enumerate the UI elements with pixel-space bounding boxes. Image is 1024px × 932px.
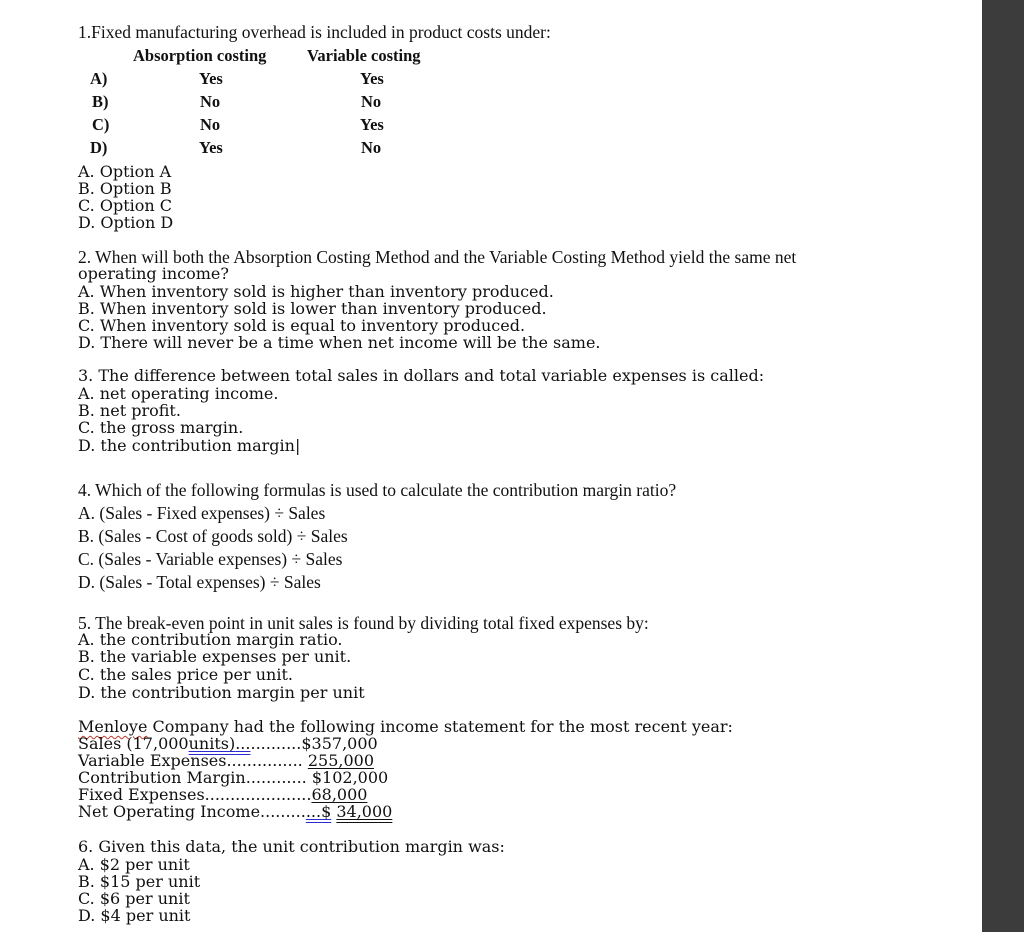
q1-row-label: D) — [90, 138, 108, 157]
sales-value: $357,000 — [301, 734, 378, 753]
q4-option: C. (Sales - Variable expenses) ÷ Sales — [78, 549, 343, 569]
sales-units: units) — [188, 734, 236, 753]
q2-option: C. When inventory sold is equal to inventory produced. — [78, 316, 526, 335]
sales-dots: .......... — [250, 734, 302, 753]
net-dollar: $ — [321, 802, 332, 821]
q1-row-absorption: No — [200, 115, 221, 134]
q6-option: B. $15 per unit — [78, 872, 201, 891]
q1-row-variable: Yes — [360, 115, 384, 134]
q2-option: B. When inventory sold is lower than inventory produced. — [78, 299, 547, 318]
q1-row-absorption: No — [200, 92, 221, 111]
q6-option: A. $2 per unit — [78, 855, 190, 874]
income-row-net — [78, 803, 392, 821]
variable-value: 255,000 — [307, 751, 375, 770]
q3-option: B. net profit. — [78, 401, 181, 420]
company-name: Menloye — [78, 717, 148, 736]
q1-option: B. Option B — [78, 179, 172, 198]
q1-option: D. Option D — [78, 213, 174, 232]
net-dots: ... — [305, 802, 322, 821]
q1-row-label: A) — [90, 69, 108, 88]
q5-option: A. the contribution margin ratio. — [78, 630, 343, 649]
income-intro-text: Company had the following income statement for the most recent year: — [147, 717, 733, 736]
q6-question: 6. Given this data, the unit contribution margin was: — [78, 837, 505, 856]
q4-option: B. (Sales - Cost of goods sold) ÷ Sales — [78, 526, 348, 546]
q1-row-label: B) — [92, 92, 109, 111]
net-label: Net Operating Income......... — [78, 802, 306, 821]
q3-question: 3. The difference between total sales in dollars and total variable expenses is called: — [78, 366, 765, 385]
q1-row-absorption: Yes — [199, 69, 223, 88]
q6-option: C. $6 per unit — [78, 889, 190, 908]
sales-label: Sales (17,000 — [78, 734, 189, 753]
q1-row-variable: No — [361, 92, 382, 111]
q2-question-line2: operating income? — [78, 264, 229, 283]
q6-option: D. $4 per unit — [78, 906, 191, 925]
q1-row-variable: Yes — [360, 69, 384, 88]
q5-question: 5. The break-even point in unit sales is found by dividing total fixed expenses by: — [78, 613, 649, 633]
q4-question: 4. Which of the following formulas is used to calculate the contribution margin ratio? — [78, 480, 677, 500]
q1-row-variable: No — [361, 138, 382, 157]
q1-header-variable: Variable costing — [307, 46, 421, 65]
q1-header-absorption: Absorption costing — [133, 46, 267, 65]
q3-option: A. net operating income. — [78, 384, 279, 403]
q5-option: C. the sales price per unit. — [78, 665, 293, 684]
q2-option: A. When inventory sold is higher than inventory produced. — [78, 282, 554, 301]
contribution-label: Contribution Margin............ — [78, 768, 307, 787]
q2-question-line1: 2. When will both the Absorption Costing Method and the Variable Costing Method yield the same net — [78, 247, 797, 267]
window-edge — [982, 0, 1024, 932]
q5-option: D. the contribution margin per unit — [78, 683, 365, 702]
q1-option: C. Option C — [78, 196, 173, 215]
q3-option: D. the contribution margin| — [78, 436, 301, 455]
variable-label: Variable Expenses............... — [78, 751, 303, 770]
fixed-label: Fixed Expenses..................... — [78, 785, 312, 804]
net-value: 34,000 — [336, 802, 393, 821]
q3-option: C. the gross margin. — [78, 418, 244, 437]
sales-dots: ... — [235, 734, 251, 753]
q4-option: A. (Sales - Fixed expenses) ÷ Sales — [78, 503, 326, 523]
q1-row-absorption: Yes — [199, 138, 223, 157]
contribution-value: $102,000 — [311, 768, 389, 787]
q1-question: 1.Fixed manufacturing overhead is included in product costs under: — [78, 22, 551, 42]
q5-option: B. the variable expenses per unit. — [78, 647, 352, 666]
q2-option: D. There will never be a time when net income will be the same. — [78, 333, 601, 352]
fixed-value: 68,000 — [311, 785, 368, 804]
q1-option: A. Option A — [78, 162, 172, 181]
q1-row-label: C) — [92, 115, 110, 134]
q4-option: D. (Sales - Total expenses) ÷ Sales — [78, 572, 321, 592]
